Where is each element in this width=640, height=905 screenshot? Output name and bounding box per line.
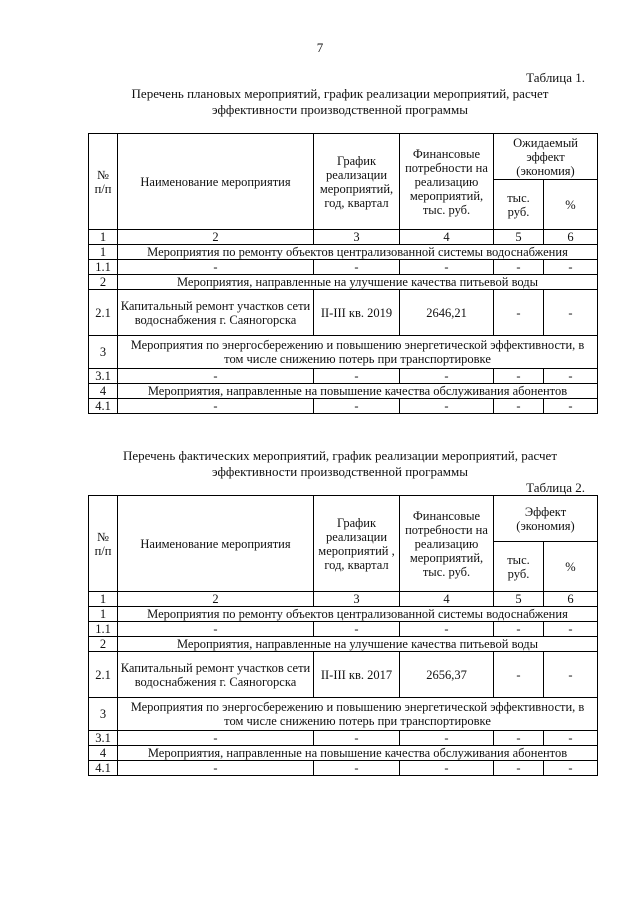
row-num: 3.1	[89, 369, 118, 384]
section-num: 4	[89, 746, 118, 761]
cell: -	[400, 761, 494, 776]
cell: -	[314, 731, 400, 746]
section-num: 4	[89, 384, 118, 399]
table2-title	[90, 448, 590, 480]
table1-header-row1	[89, 134, 598, 180]
section-num: 2	[89, 275, 118, 290]
section-title: Мероприятия по энергосбережению и повышению энергетической эффективности, в том числе снижению потерь при транспортировке	[118, 336, 598, 369]
section-num: 1	[89, 245, 118, 260]
cell: -	[544, 622, 598, 637]
section-row	[89, 607, 598, 622]
cell: -	[400, 622, 494, 637]
header-schedule: График реализации мероприятий, год, квартал	[314, 134, 400, 230]
column-number: 2	[118, 592, 314, 607]
header-finance: Финансовые потребности на реализацию мероприятий, тыс. руб.	[400, 496, 494, 592]
column-number: 1	[89, 230, 118, 245]
column-number: 4	[400, 230, 494, 245]
cell: -	[118, 369, 314, 384]
table2-title-line2: эффективности производственной программы	[212, 464, 468, 479]
section-title: Мероприятия, направленные на повышение качества обслуживания абонентов	[118, 384, 598, 399]
table2-title-line1: Перечень фактических мероприятий, график реализации мероприятий, расчет	[122, 448, 558, 463]
item-schedule: II-III кв. 2017	[314, 652, 400, 698]
section-row	[89, 637, 598, 652]
section-num: 1	[89, 607, 118, 622]
item-rub: -	[494, 290, 544, 336]
section-row	[89, 245, 598, 260]
cell: -	[314, 260, 400, 275]
table-row	[89, 399, 598, 414]
item-rub: -	[494, 652, 544, 698]
table-row	[89, 622, 598, 637]
column-number: 6	[544, 592, 598, 607]
row-num: 1.1	[89, 622, 118, 637]
cell: -	[118, 731, 314, 746]
column-number: 5	[494, 592, 544, 607]
section-num: 3	[89, 698, 118, 731]
column-number: 6	[544, 230, 598, 245]
section-title: Мероприятия по ремонту объектов централизованной системы водоснабжения	[118, 245, 598, 260]
cell: -	[314, 399, 400, 414]
cell: -	[118, 399, 314, 414]
header-num: № п/п	[89, 496, 118, 592]
section-title: Мероприятия по энергосбережению и повышению энергетической эффективности, в том числе снижению потерь при транспортировке	[118, 698, 598, 731]
section-num: 3	[89, 336, 118, 369]
header-name: Наименование мероприятия	[118, 496, 314, 592]
table1-title-line1: Перечень плановых мероприятий, график реализации мероприятий, расчет	[131, 86, 549, 101]
section-row	[89, 384, 598, 399]
header-effect-pct: %	[544, 180, 598, 230]
table2	[88, 495, 598, 776]
cell: -	[314, 369, 400, 384]
header-effect-pct: %	[544, 542, 598, 592]
cell: -	[544, 761, 598, 776]
header-schedule: График реализации мероприятий , год, квартал	[314, 496, 400, 592]
item-schedule: II-III кв. 2019	[314, 290, 400, 336]
page-number: 7	[316, 40, 324, 55]
row-num: 3.1	[89, 731, 118, 746]
cell: -	[400, 260, 494, 275]
cell: -	[494, 622, 544, 637]
item-pct: -	[544, 652, 598, 698]
column-number-row	[89, 592, 598, 607]
section-row	[89, 746, 598, 761]
table2-label: Таблица 2.	[526, 480, 585, 495]
table2-header-row1	[89, 496, 598, 542]
section-row	[89, 698, 598, 731]
table-row	[89, 290, 598, 336]
header-finance: Финансовые потребности на реализацию мероприятий, тыс. руб.	[400, 134, 494, 230]
cell: -	[118, 622, 314, 637]
header-effect: Эффект (экономия)	[494, 496, 598, 542]
item-name: Капитальный ремонт участков сети водоснабжения г. Саяногорска	[118, 290, 314, 336]
section-row	[89, 336, 598, 369]
cell: -	[494, 761, 544, 776]
section-title: Мероприятия, направленные на улучшение качества питьевой воды	[118, 637, 598, 652]
table-row	[89, 260, 598, 275]
row-num: 2.1	[89, 652, 118, 698]
column-number: 2	[118, 230, 314, 245]
cell: -	[544, 260, 598, 275]
section-num: 2	[89, 637, 118, 652]
section-title: Мероприятия, направленные на повышение качества обслуживания абонентов	[118, 746, 598, 761]
table1-title	[90, 86, 590, 118]
cell: -	[314, 761, 400, 776]
table1-title-line2: эффективности производственной программы	[212, 102, 468, 117]
item-name: Капитальный ремонт участков сети водоснабжения г. Саяногорска	[118, 652, 314, 698]
cell: -	[494, 369, 544, 384]
column-number-row	[89, 230, 598, 245]
table-row	[89, 369, 598, 384]
section-title: Мероприятия, направленные на улучшение качества питьевой воды	[118, 275, 598, 290]
cell: -	[494, 399, 544, 414]
cell: -	[118, 761, 314, 776]
cell: -	[400, 369, 494, 384]
cell: -	[494, 731, 544, 746]
row-num: 4.1	[89, 761, 118, 776]
column-number: 5	[494, 230, 544, 245]
header-num: № п/п	[89, 134, 118, 230]
cell: -	[400, 731, 494, 746]
cell: -	[544, 369, 598, 384]
item-finance: 2656,37	[400, 652, 494, 698]
table1-label: Таблица 1.	[526, 70, 585, 85]
item-pct: -	[544, 290, 598, 336]
header-effect: Ожидаемый эффект (экономия)	[494, 134, 598, 180]
cell: -	[544, 399, 598, 414]
cell: -	[544, 731, 598, 746]
column-number: 4	[400, 592, 494, 607]
column-number: 1	[89, 592, 118, 607]
section-title: Мероприятия по ремонту объектов централизованной системы водоснабжения	[118, 607, 598, 622]
row-num: 1.1	[89, 260, 118, 275]
item-finance: 2646,21	[400, 290, 494, 336]
column-number: 3	[314, 230, 400, 245]
cell: -	[118, 260, 314, 275]
header-name: Наименование мероприятия	[118, 134, 314, 230]
column-number: 3	[314, 592, 400, 607]
cell: -	[494, 260, 544, 275]
table-row	[89, 652, 598, 698]
table-row	[89, 761, 598, 776]
cell: -	[400, 399, 494, 414]
section-row	[89, 275, 598, 290]
header-effect-rub: тыс. руб.	[494, 542, 544, 592]
table-row	[89, 731, 598, 746]
table1	[88, 133, 598, 414]
row-num: 4.1	[89, 399, 118, 414]
header-effect-rub: тыс. руб.	[494, 180, 544, 230]
cell: -	[314, 622, 400, 637]
row-num: 2.1	[89, 290, 118, 336]
